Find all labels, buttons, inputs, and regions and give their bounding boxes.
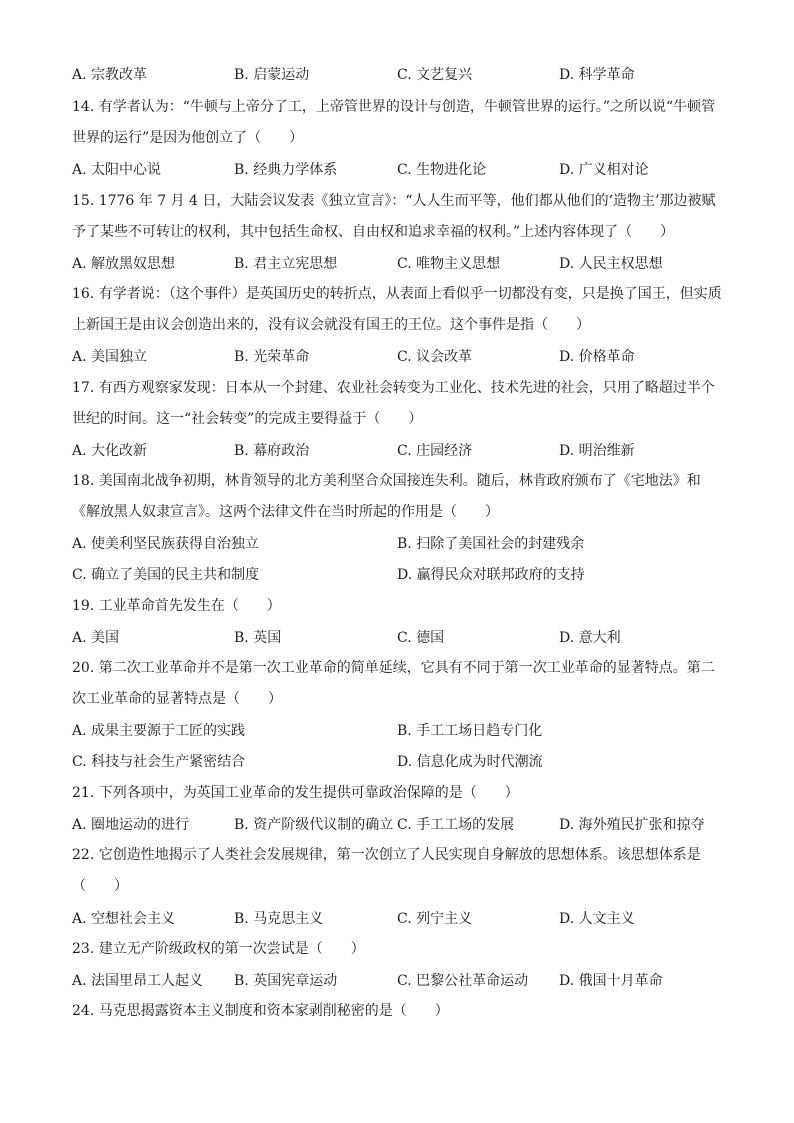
option-c: C. 文艺复兴	[397, 67, 473, 83]
options-row	[72, 254, 724, 274]
option-c: C. 德国	[397, 630, 445, 646]
option-d: D. 赢得民众对联邦政府的支持	[397, 567, 585, 583]
option-a: A. 空想社会主义	[72, 911, 176, 927]
option-b: B. 经典力学体系	[234, 162, 338, 178]
option-c: C. 议会改革	[397, 349, 473, 365]
options-row	[72, 721, 724, 741]
options-row	[72, 628, 724, 648]
option-c: C. 手工工场的发展	[397, 817, 515, 833]
option-d: D. 意大利	[559, 630, 621, 646]
question-19: 19. 工业革命首先发生在（ ）	[72, 598, 281, 614]
option-c: C. 列宁主义	[397, 911, 473, 927]
option-a: A. 解放黑奴思想	[72, 256, 176, 272]
options-row	[72, 160, 724, 180]
question-24: 24. 马克思揭露资本主义制度和资本家剥削秘密的是（ ）	[72, 1003, 449, 1019]
question-14: 14. 有学者认为：“牛顿与上帝分了工，上帝管世界的设计与创造，牛顿管世界的运行。”之所以说“牛顿管世界的运行”是因为他创立了（ ）	[72, 99, 716, 146]
option-c: C. 确立了美国的民主共和制度	[72, 567, 260, 583]
option-b: B. 扫除了美国社会的封建残余	[397, 536, 585, 552]
question-17: 17. 有西方观察家发现：日本从一个封建、农业社会转变为工业化、技术先进的社会，只用了略超过半个世纪的时间。这一“社会转变”的完成主要得益于（ ）	[72, 380, 715, 427]
option-b: B. 幕府政治	[234, 443, 310, 459]
option-c: C. 科技与社会生产紧密结合	[72, 754, 246, 770]
option-a: A. 成果主要源于工匠的实践	[72, 723, 246, 739]
option-b: B. 马克思主义	[234, 911, 324, 927]
option-c: C. 唯物主义思想	[397, 256, 501, 272]
question-22: 22. 它创造性地揭示了人类社会发展规律，第一次创立了人民实现自身解放的思想体系。该思想体系是（ ）	[72, 847, 701, 894]
option-d: D. 明治维新	[559, 443, 635, 459]
option-b: B. 手工工场日趋专门化	[397, 723, 543, 739]
option-a: A. 法国里昂工人起义	[72, 973, 204, 989]
option-d: D. 广义相对论	[559, 162, 649, 178]
question-16: 16. 有学者说：（这个事件）是英国历史的转折点，从表面上看似乎一切都没有变，只是换了国王，但实质上新国王是由议会创造出来的，没有议会就没有国王的王位。这个事件是指（ ）	[72, 286, 722, 333]
options-row	[72, 909, 724, 929]
options-row	[72, 347, 724, 367]
option-a: A. 太阳中心说	[72, 162, 162, 178]
option-d: D. 科学革命	[559, 67, 635, 83]
option-d: D. 信息化成为时代潮流	[397, 754, 543, 770]
options-row	[72, 534, 724, 554]
option-b: B. 英国宪章运动	[234, 973, 338, 989]
option-b: B. 光荣革命	[234, 349, 310, 365]
option-a: A. 美国独立	[72, 349, 148, 365]
option-b: B. 启蒙运动	[234, 67, 310, 83]
question-21: 21. 下列各项中，为英国工业革命的发生提供可靠政治保障的是（ ）	[72, 785, 519, 801]
option-a: A. 圈地运动的进行	[72, 817, 190, 833]
option-c: C. 庄园经济	[397, 443, 473, 459]
option-d: D. 价格革命	[559, 349, 635, 365]
option-b: B. 英国	[234, 630, 282, 646]
options-row	[72, 971, 724, 991]
option-a: A. 使美利坚民族获得自治独立	[72, 536, 260, 552]
option-b: B. 君主立宪思想	[234, 256, 338, 272]
option-c: C. 巴黎公社革命运动	[397, 973, 529, 989]
option-a: A. 大化改新	[72, 443, 148, 459]
option-d: D. 人文主义	[559, 911, 635, 927]
option-d: D. 人民主权思想	[559, 256, 663, 272]
option-d: D. 俄国十月革命	[559, 973, 663, 989]
option-a: A. 美国	[72, 630, 120, 646]
question-15: 15. 1776 年 7 月 4 日，大陆会议发表《独立宣言》：“人人生而平等，他们都从他们的‘造物主’那边被赋予了某些不可转让的权利，其中包括生命权、自由权和追求幸福的权利。”上述内容体现了（ ）	[72, 193, 716, 240]
option-b: B. 资产阶级代议制的确立	[234, 817, 394, 833]
option-a: A. 宗教改革	[72, 67, 148, 83]
options-row	[72, 815, 724, 835]
options-row	[72, 441, 724, 461]
options-row	[72, 565, 724, 585]
option-d: D. 海外殖民扩张和掠夺	[559, 817, 705, 833]
question-20: 20. 第二次工业革命并不是第一次工业革命的简单延续，它具有不同于第一次工业革命的显著特点。第二次工业革命的显著特点是（ ）	[72, 660, 715, 707]
option-c: C. 生物进化论	[397, 162, 487, 178]
question-18: 18. 美国南北战争初期，林肯领导的北方美利坚合众国接连失利。随后，林肯政府颁布了《宅地法》和《解放黑人奴隶宣言》。这两个法律文件在当时所起的作用是（ ）	[72, 473, 701, 520]
question-23: 23. 建立无产阶级政权的第一次尝试是（ ）	[72, 941, 365, 957]
options-row	[72, 752, 724, 772]
options-row	[72, 65, 724, 85]
